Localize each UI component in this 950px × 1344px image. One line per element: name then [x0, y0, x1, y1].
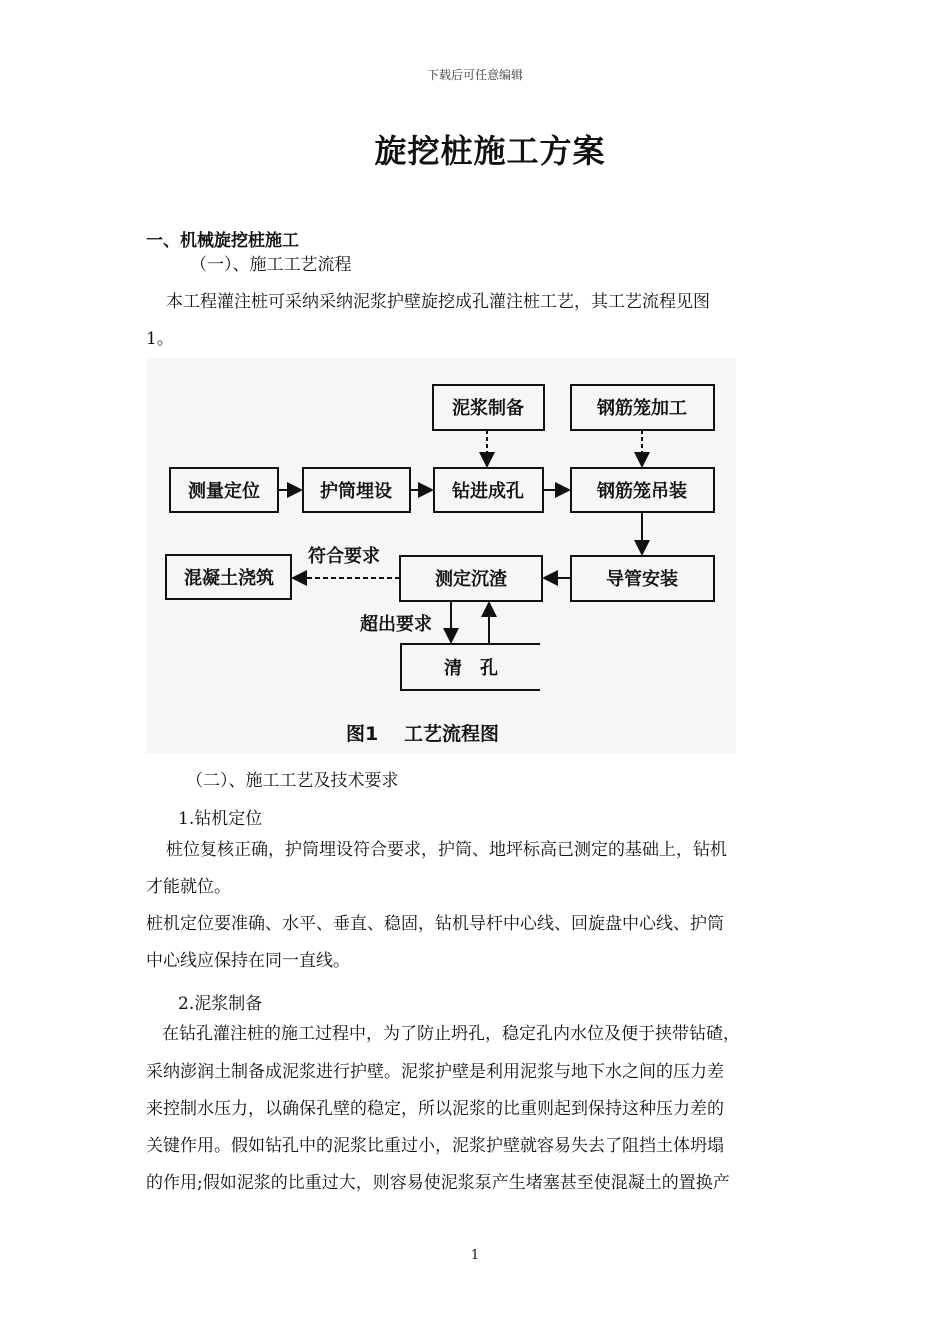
label-exceeds: 超出要求 [360, 614, 432, 635]
paragraph-line: 的作用;假如泥浆的比重过大，则容易使泥浆泵产生堵塞甚至使混凝土的置换产 [146, 1173, 730, 1193]
paragraph-line: 来控制水压力，以确保孔壁的稳定，所以泥浆的比重则起到保持这种压力差的 [146, 1099, 724, 1119]
item-heading: 2.泥浆制备 [178, 994, 263, 1014]
subsection-heading: （二）、施工工艺及技术要求 [186, 771, 399, 791]
item-heading: 1.钻机定位 [178, 809, 263, 829]
section-heading: 一、机械旋挖桩施工 [146, 231, 299, 251]
caption-text: 工艺流程图 [404, 723, 500, 745]
label-cage-fab: 钢筋笼加工 [597, 398, 687, 419]
label-mud-prep: 泥浆制备 [452, 398, 524, 419]
paragraph-line: 中心线应保持在同一直线。 [146, 951, 350, 971]
label-concrete: 混凝土浇筑 [184, 568, 274, 589]
label-cage-lift: 钢筋笼吊装 [597, 481, 687, 502]
label-cleaning: 清 孔 [444, 658, 498, 679]
paragraph-line: 桩机定位要准确、水平、垂直、稳固，钻机导杆中心线、回旋盘中心线、护筒 [146, 914, 724, 934]
paragraph-line: 采纳澎润土制备成泥浆进行护壁。泥浆护壁是利用泥浆与地下水之间的压力差 [146, 1062, 724, 1082]
label-tremie: 导管安装 [606, 569, 678, 590]
label-meets: 符合要求 [308, 546, 380, 567]
label-drilling: 钻进成孔 [452, 481, 524, 502]
page-header-note: 下载后可任意编辑 [426, 68, 523, 82]
flowchart-figure [146, 358, 736, 753]
document-title: 旋挖桩施工方案 [374, 132, 606, 170]
label-sediment: 测定沉渣 [435, 569, 507, 590]
paragraph-line: 在钻孔灌注桩的施工过程中，为了防止坍孔，稳定孔内水位及便于挟带钻碴， [162, 1024, 740, 1044]
label-survey: 测量定位 [188, 481, 260, 502]
paragraph-line: 才能就位。 [146, 877, 231, 897]
paragraph-line: 本工程灌注桩可采纳采纳泥浆护壁旋挖成孔灌注桩工艺，其工艺流程见图 [166, 292, 710, 312]
caption-number: 图1 [346, 723, 379, 745]
paragraph-line: 关键作用。假如钻孔中的泥浆比重过小，泥浆护壁就容易失去了阻挡土体坍塌 [146, 1136, 724, 1156]
paragraph-line: 桩位复核正确，护筒埋设符合要求，护筒、地坪标高已测定的基础上，钻机 [166, 840, 727, 860]
paragraph-line: 1。 [146, 329, 174, 349]
label-casing: 护筒埋设 [320, 481, 392, 502]
page-number: 1 [470, 1248, 480, 1263]
subsection-heading: （一）、施工工艺流程 [190, 255, 352, 275]
